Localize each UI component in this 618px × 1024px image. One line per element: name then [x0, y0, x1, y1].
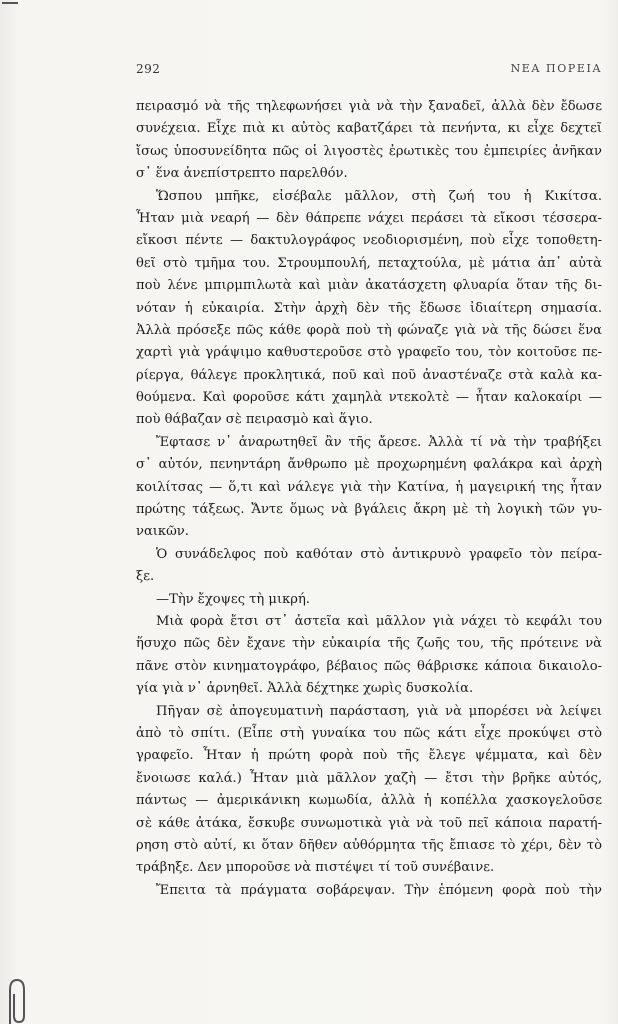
text-line: Ἔπειτα τὰ πράγματα σοβάρεψαν. Τὴν ἑπόμενη φορὰ ποὺ τὴν: [156, 882, 602, 898]
text-line: θούμενα. Καὶ φοροῦσε κάτι χαμηλὰ ντεκολτὲ — ἦταν καλοκαίρι —: [136, 390, 602, 406]
text-line: ἔνοιωσε καλά.) Ἦταν μιὰ μᾶλλον χαζὴ — ἔτσι τὴν βρῆκε αὐτός,: [136, 770, 602, 786]
binder-clip-icon: [4, 976, 30, 1024]
text-line: ρηση στὸ αὐτί, κι ὅταν δῆθεν αὐθόρμητα τῆς ἔπιασε τὸ χέρι, δὲν τὸ: [136, 837, 602, 853]
text-line: Ἦταν μιὰ νεαρή — δὲν θάπρεπε νάχει περάσει τὰ εἴκοσι τέσσερα-: [136, 210, 602, 226]
text-line: ἴσως ὑποσυνείδητα πῶς οἱ λιγοστὲς ἐρωτικὲς του ἐμπειρίες ἀνῆκαν: [136, 143, 602, 159]
text-line: ποὺ λένε μπιρμπιλωτὰ καὶ μιὰν ἀκατάσχετη φλυαρία ὅταν τῆς δι-: [136, 278, 602, 294]
text-line: γία γιὰ ν᾽ ἀρνηθεῖ. Ἀλλὰ δέχτηκε χωρὶς δυσκολία.: [136, 681, 474, 697]
text-line: Ἀλλὰ πρόσεξε πῶς κάθε φορὰ ποὺ τὴ φώναζε γιὰ νὰ τῆς δώσει ἕνα: [136, 322, 602, 338]
text-line: χαρτὶ γιὰ γράψιμο καθυστεροῦσε στὸ γραφεῖο του, τὸν κοιτοῦσε πε-: [136, 345, 602, 361]
text-line: Ἔφτασε ν᾽ ἀναρωτηθεῖ ἂν τῆς ἄρεσε. Ἀλλὰ τί νὰ τὴν τραβήξει: [156, 434, 602, 450]
text-line: ἀπὸ τὸ σπίτι. (Εἶπε στὴ γυναίκα του πῶς κάτι εἶχε προκύψει στὸ: [136, 725, 602, 741]
text-line: Πῆγαν σὲ ἀπογευματινὴ παράσταση, γιὰ νὰ μπορέσει νὰ λείψει: [156, 703, 602, 719]
text-line: πάντως — ἀμερικάνικη κωμωδία, ἀλλὰ ἡ κοπέλλα χασκογελοῦσε: [136, 793, 602, 809]
text-line: Ὥσπου μπῆκε, εἰσέβαλε μᾶλλον, στὴ ζωή του ἡ Κικίτσα.: [156, 188, 602, 204]
text-line: Ὁ συνάδελφος ποὺ καθόταν στὸ ἀντικρυνὸ γραφεῖο τὸν πείρα-: [156, 546, 602, 562]
text-line: —Τὴν ἔχοψες τὴ μικρή.: [156, 591, 310, 607]
text-line: θεῖ στὸ τμῆμα του. Στρουμπουλή, πεταχτούλα, μὲ μάτια ἀπ᾽ αὐτὰ: [136, 255, 602, 271]
text-line: Μιὰ φορὰ ἔτσι στ᾽ ἀστεῖα καὶ μᾶλλον γιὰ νάχει τὸ κεφάλι του: [156, 613, 602, 629]
text-line: ποὺ θάβαζαν σὲ πειρασμὸ καὶ ἅγιο.: [136, 412, 373, 428]
text-line: ἥσυχο πῶς δὲν ἔχανε τὴν εὐκαιρία τῆς ζωῆς του, τῆς πρότεινε νὰ: [136, 636, 602, 652]
text-line: σὲ κάθε ἀτάκα, ἔσκυβε συνωμοτικὰ γιὰ νὰ τοῦ πεῖ κάποια παρατή-: [136, 815, 602, 831]
running-title: ΝΕΑ ΠΟΡΕΙΑ: [510, 62, 602, 75]
text-line: εἴκοσι πέντε — δακτυλογράφος νεοδιορισμένη, ποὺ εἶχε τοποθετη-: [136, 233, 602, 249]
body-text: [136, 96, 602, 902]
text-line: πᾶνε στὸν κινηματογράφο, βέβαιος πῶς θάβρισκε κάποια δικαιολο-: [136, 658, 602, 674]
text-line: νόταν ἡ εὐκαιρία. Στὴν ἀρχὴ δὲν τῆς ἔδωσε ἰδιαίτερη σημασία.: [136, 300, 602, 316]
text-line: πειρασμό νὰ τῆς τηλεφωνήσει γιὰ νὰ τὴν ξαναδεῖ, ἀλλὰ δὲν ἔδωσε: [136, 99, 602, 114]
text-line: συνέχεια. Εἶχε πιὰ κι αὐτὸς καβατζάρει τὰ πενήντα, κι εἶχε δεχτεῖ: [136, 121, 602, 137]
text-line: κοιλίτσας — ὅ,τι καὶ νάλεγε γιὰ τὴν Κατίνα, ἡ μαγειρική της ἦταν: [136, 479, 602, 495]
text-line: σ᾽ ἕνα ἀνεπίστρεπτο παρελθόν.: [136, 166, 348, 182]
text-line: ξε.: [136, 569, 155, 585]
text-line: ρίεργα, θάλεγε προκλητικά, ποῦ καὶ ποῦ ἀναστέναζε στὰ καλὰ κα-: [136, 367, 602, 383]
text-line: σ᾽ αὐτόν, πενηντάρη ἄνθρωπο μὲ προχωρημένη φαλάκρα καὶ ἀρχὴ: [136, 457, 602, 473]
text-line: πρώτης τάξεως. Ἄντε ὅμως νὰ βγάλεις ἄκρη μὲ τὴ λογικὴ τῶν γυ-: [136, 502, 602, 518]
scan-corner-mark: [2, 2, 18, 4]
text-line: τράβηξε. Δεν μποροῦσε νὰ πιστέψει τί τοῦ συνέβαινε.: [136, 860, 495, 876]
page-header: [136, 62, 602, 82]
page-number: 292: [136, 62, 161, 76]
text-line: γραφεῖο. Ἦταν ἡ πρώτη φορὰ ποὺ τῆς ἔλεγε ψέμματα, καὶ δὲν: [136, 748, 602, 764]
text-line: ναικῶν.: [136, 524, 189, 540]
